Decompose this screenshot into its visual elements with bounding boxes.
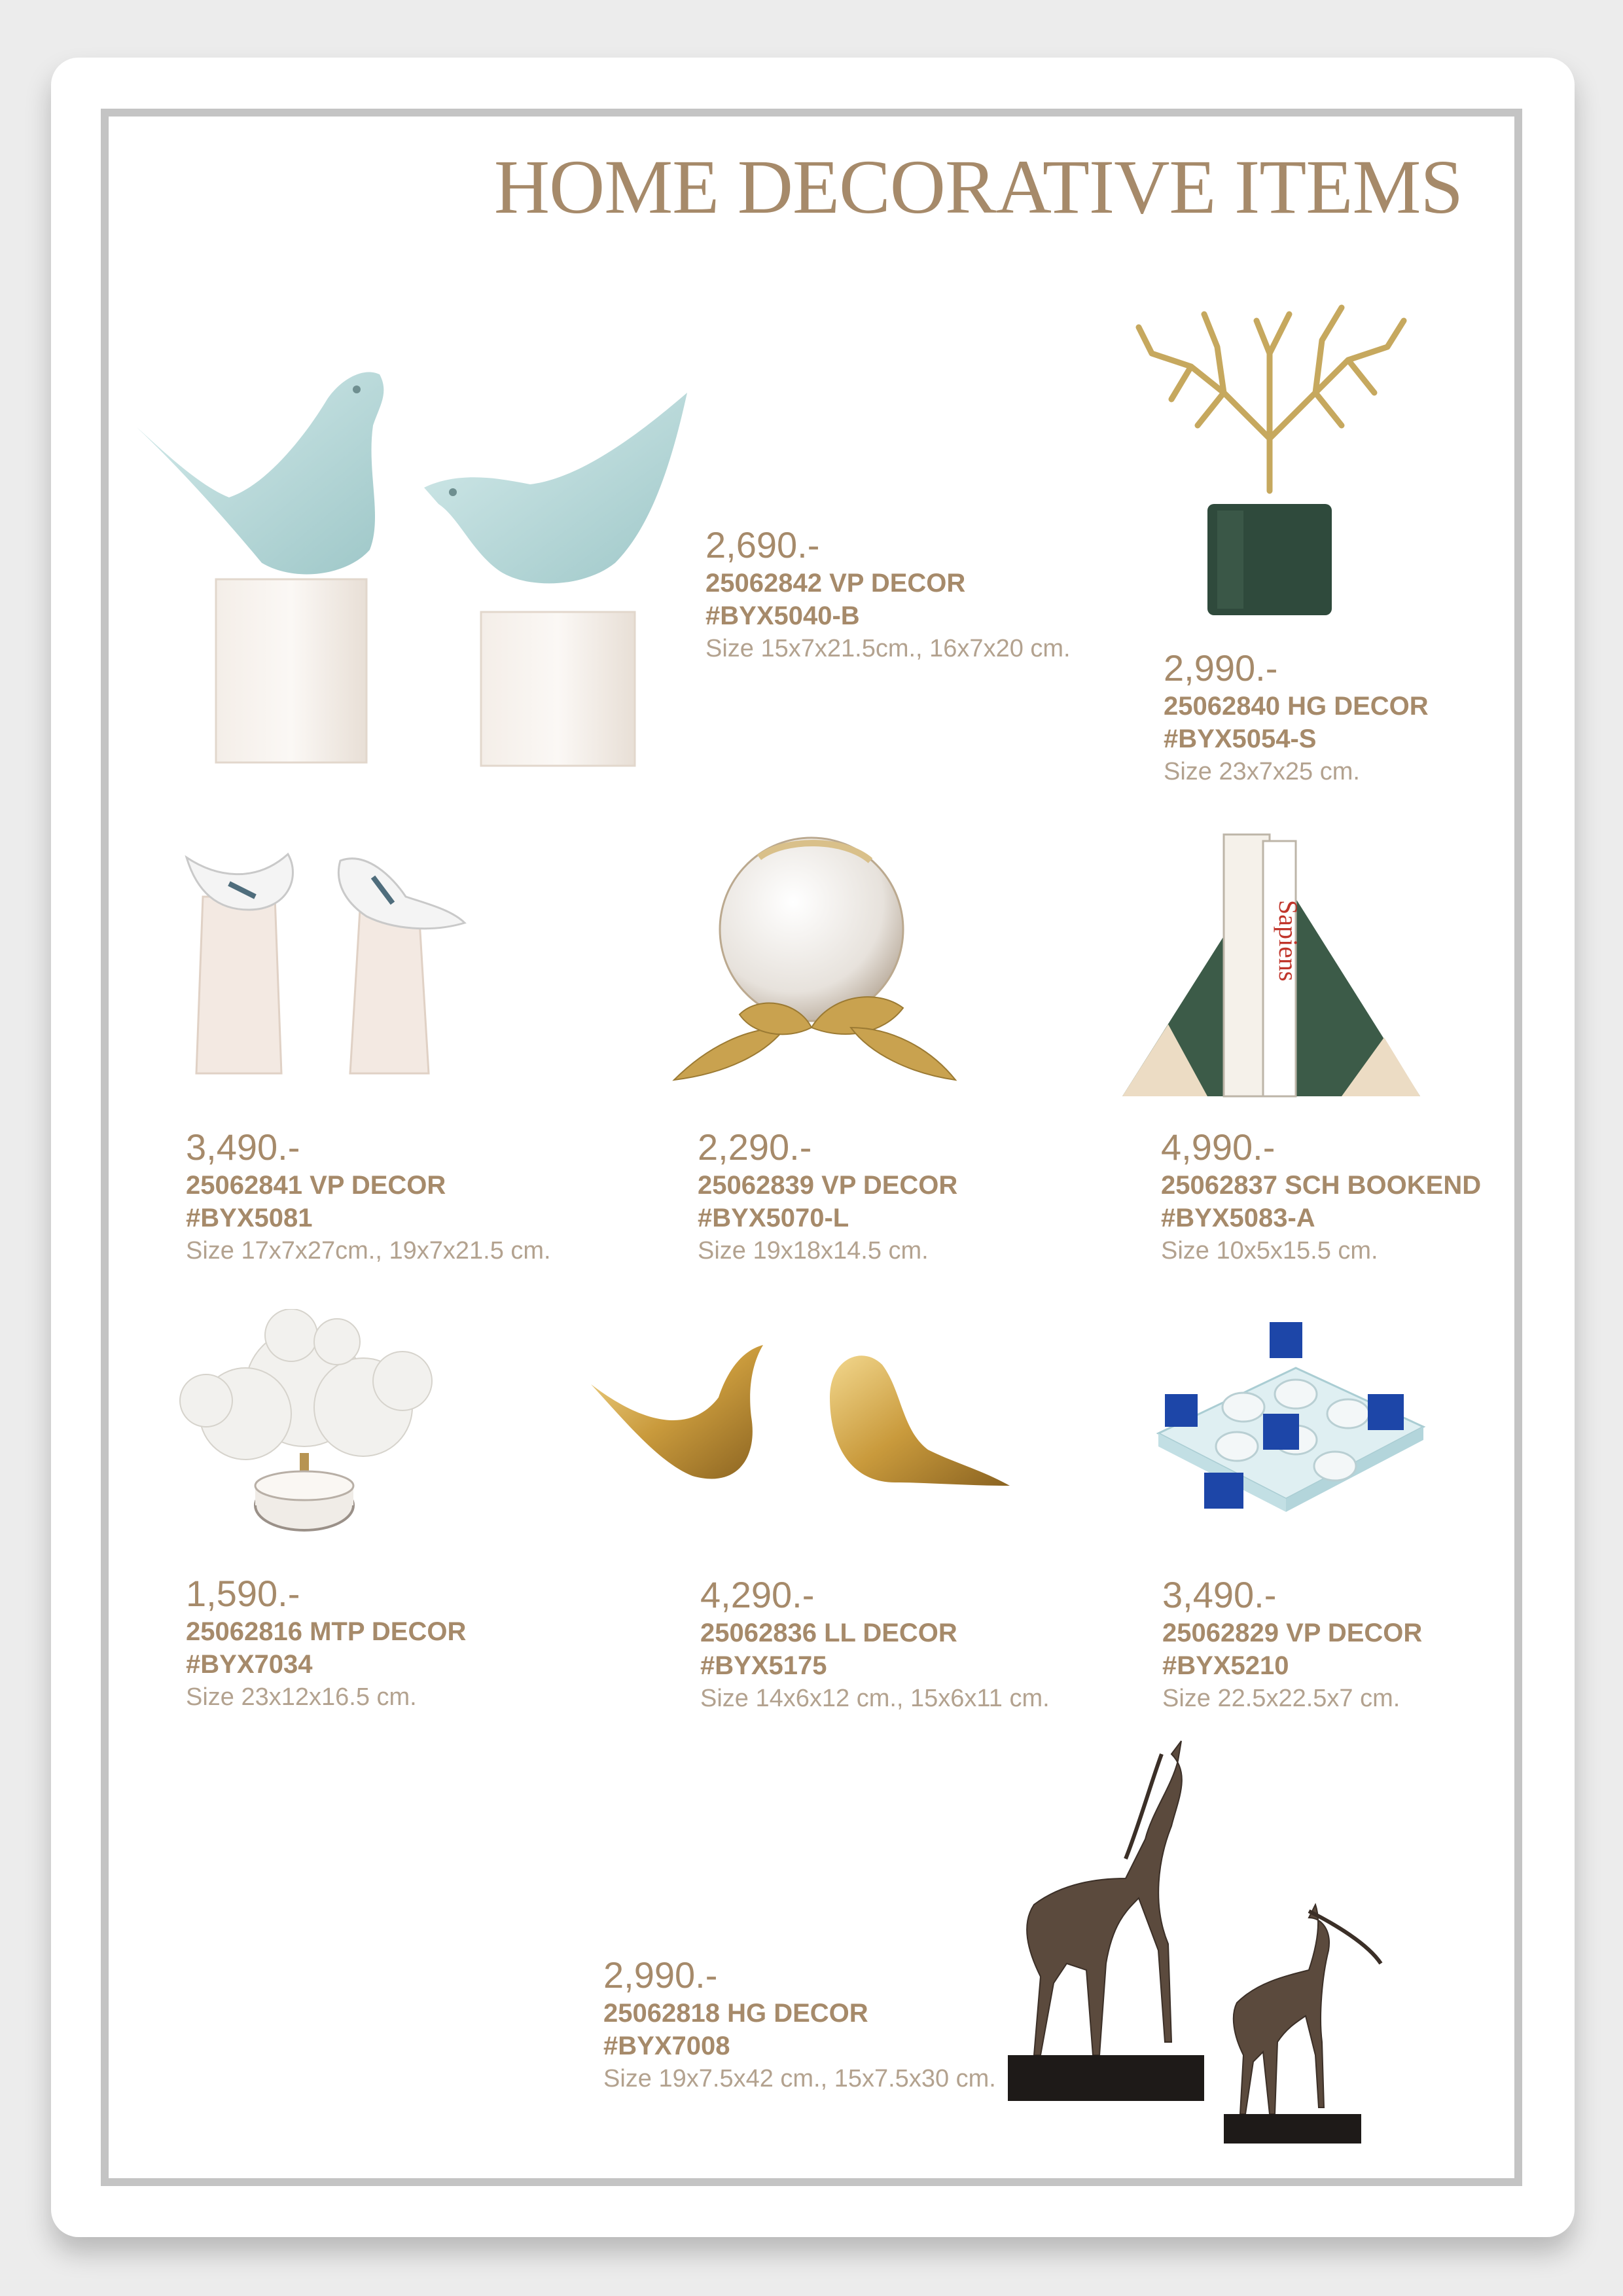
product-image-blue-birds [131,353,707,785]
product-image-marble-birds [177,838,478,1080]
product-price: 2,690.- [705,524,820,565]
product-code: 25062836 LL DECOR [700,1619,957,1647]
product-info-8 [1162,1573,1422,1715]
product-code: 25062840 HG DECOR [1164,692,1429,721]
product-image-bronze-gazelles [995,1728,1440,2147]
product-info-4 [698,1126,957,1267]
product-info-1 [705,524,1071,665]
product-code: 25062837 SCH BOOKEND [1161,1171,1482,1200]
product-image-crystal-ball [654,831,969,1100]
product-size: Size 14x6x12 cm., 15x6x11 cm. [700,1685,1050,1712]
product-code: 25062816 MTP DECOR [186,1617,467,1646]
product-code: 25062842 VP DECOR [705,569,966,598]
product-ref: #BYX5070-L [698,1204,849,1232]
product-ref: #BYX7008 [603,2032,730,2060]
page-title: HOME DECORATIVE ITEMS [493,144,1463,230]
product-code: 25062818 HG DECOR [603,1999,868,2028]
product-image-gold-birds [588,1338,1013,1502]
product-price: 3,490.- [186,1126,300,1168]
product-ref: #BYX7034 [186,1650,313,1679]
product-info-7 [700,1573,1050,1715]
product-size: Size 23x7x25 cm. [1164,758,1360,785]
product-code: 25062829 VP DECOR [1162,1619,1423,1647]
product-size: Size 10x5x15.5 cm. [1161,1237,1378,1265]
product-info-5 [1161,1126,1481,1267]
product-image-brass-coral [1126,295,1414,622]
product-info-9 [603,1954,996,2095]
product-ref: #BYX5210 [1162,1651,1289,1680]
product-size: Size 19x18x14.5 cm. [698,1237,929,1265]
product-price: 2,290.- [698,1126,812,1168]
product-ref: #BYX5054-S [1164,725,1317,753]
product-size: Size 15x7x21.5cm., 16x7x20 cm. [705,635,1071,662]
product-size: Size 22.5x22.5x7 cm. [1162,1685,1400,1712]
product-ref: #BYX5081 [186,1204,313,1232]
product-price: 4,290.- [700,1574,815,1615]
product-price: 3,490.- [1162,1574,1277,1615]
product-image-white-coral [167,1309,442,1538]
product-image-tic-tac-toe [1145,1322,1427,1538]
product-ref: #BYX5040-B [705,601,860,630]
product-price: 1,590.- [186,1573,300,1614]
product-price: 2,990.- [603,1954,718,1996]
product-size: Size 19x7.5x42 cm., 15x7.5x30 cm. [603,2065,996,2092]
product-price: 2,990.- [1164,647,1278,689]
product-ref: #BYX5083-A [1161,1204,1315,1232]
book-spine-title: Sapiens [1274,900,1303,982]
product-code: 25062841 VP DECOR [186,1171,446,1200]
product-code: 25062839 VP DECOR [698,1171,958,1200]
product-info-3 [186,1126,551,1267]
product-size: Size 23x12x16.5 cm. [186,1683,417,1711]
product-size: Size 17x7x27cm., 19x7x21.5 cm. [186,1237,551,1265]
product-price: 4,990.- [1161,1126,1275,1168]
product-info-2 [1164,647,1429,788]
product-ref: #BYX5175 [700,1651,827,1680]
product-image-bookends [1116,828,1430,1103]
product-info-6 [186,1572,466,1713]
